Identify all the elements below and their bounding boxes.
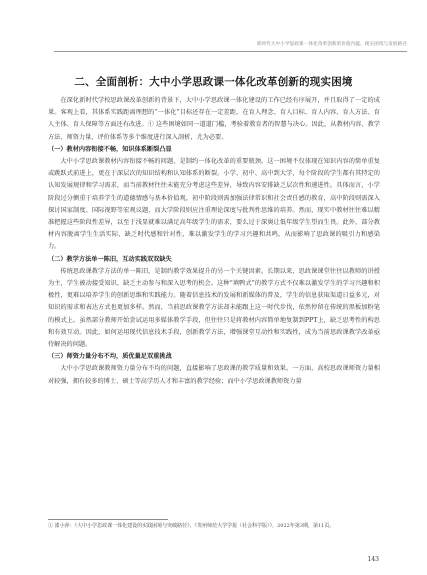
paragraph-3: 大中小学思政课教师资力量分布不均的问题，直接影响了思政课的教学质量和效果。一方面，高校思政课师资力量相对较强，拥有较多的博士、硕士等高学历人才和丰富的教学经验；而中小学思政课教师资力量 xyxy=(48,365,380,385)
body-text xyxy=(48,95,380,388)
section-title: 二、全面剖析：大中小学思政课一体化改革创新的现实困境 xyxy=(74,76,353,88)
subhead-2: （二）教学方法单一陈旧，互动实践双双缺失 xyxy=(48,255,172,263)
page-number: 143 xyxy=(367,556,379,563)
paragraph-2: 传统思政课教学方法的单一陈旧，是制约教学效果提升的另一个关键因素。长期以来，思政课课堂往往以教师的讲授为主，学生被动接受知识，缺乏主动参与和深入思考的机会。这种“填鸭式”的教学方式不仅难以激发学生的学习兴趣和积极性，更难以培养学生的创新思维和实践能力。随着信息技术的发展和新媒体的普及，学生的信息获取渠道日益多元，对知识的需求和表达方式也更加多样。然而，当前思政课教学方法却未能跟上这一时代步伐，依然停留在传统的黑板加粉笔的模式上。虽然部分教师开始尝试运用多媒体教学手段，但往往只是将教材内容简单地复制到PPT上，缺乏思考性的构思和有效互动。因此，如何运用现代信息技术手段，创新教学方法，增强课堂互动性和实践性，成为当前思政课教学改革亟待解决的问题。 xyxy=(48,267,380,349)
footnote: ① 漆小萍：《大中小学思政课一体化建设的实践困境与突破路径》，《贵州师范大学学报（社会科学版）》，2022年第3期，第11页。 xyxy=(48,523,335,529)
subhead-3: （三）师资力量分布不均，质优量足双重挑战 xyxy=(48,353,172,361)
header-rule xyxy=(54,51,407,52)
running-header: 新时代大中小学思政课一体化改革创新的价值内蕴、现实困境与发展路径 xyxy=(256,42,407,47)
intro-paragraph: 在深化新时代学校思政课改革创新的背景下，大中小学思政课一体化建设的工作已经有序展开，并且取得了一定的成果。客观上看，其体系实践距离理想的“一体化”目标还存在一定差距，在育人理念、育人目标、育人内容、育人方法、育人主体、育人保障等方面还有改进。① 这些困境如同一道道门槛，考验着教育者的智慧与决心。因此，从教材内容、教学方法、师资力量、评价体系等多个维度进行深入剖析，尤为必要。 xyxy=(48,97,380,141)
paragraph-1: 大中小学思政课教材内容衔接不畅的问题，是制约一体化改革的重要瓶颈。这一困境不仅体现在知识内容的简单重复或跳跃式前进上，更在于深层次的知识结构和认知体系的断裂。小学、初中、高中到大学，每个阶段的学生都有其特定的认知发展规律和学习需求，而当前教材往往未能充分考虑这些差异，导致内容安排缺乏层次性和递进性。具体而言，小学阶段过分侧重于培养学生的道德情感与基本价值观，初中阶段则需加强法律常识和社会责任感的教育，高中阶段则需深入探讨国家制度、国际视野等宏观议题，而大学阶段则应注重理论深度与批判性思维的培养。然而，现实中教材往往难以精准把握这些阶段性差异，以至于浅显就难以满足高年级学生的需求，要么过于深奥让低年级学生望而生畏。此外，部分教材内容脱离学生生活实际，缺乏时代感和针对性，难以激发学生的学习兴趣和共鸣，从而影响了思政课的吸引力和感染力。 xyxy=(48,158,380,251)
subhead-1: （一）教材内容衔接不畅，知识体系断裂凸显 xyxy=(48,145,172,153)
footnote-rule xyxy=(48,519,168,520)
